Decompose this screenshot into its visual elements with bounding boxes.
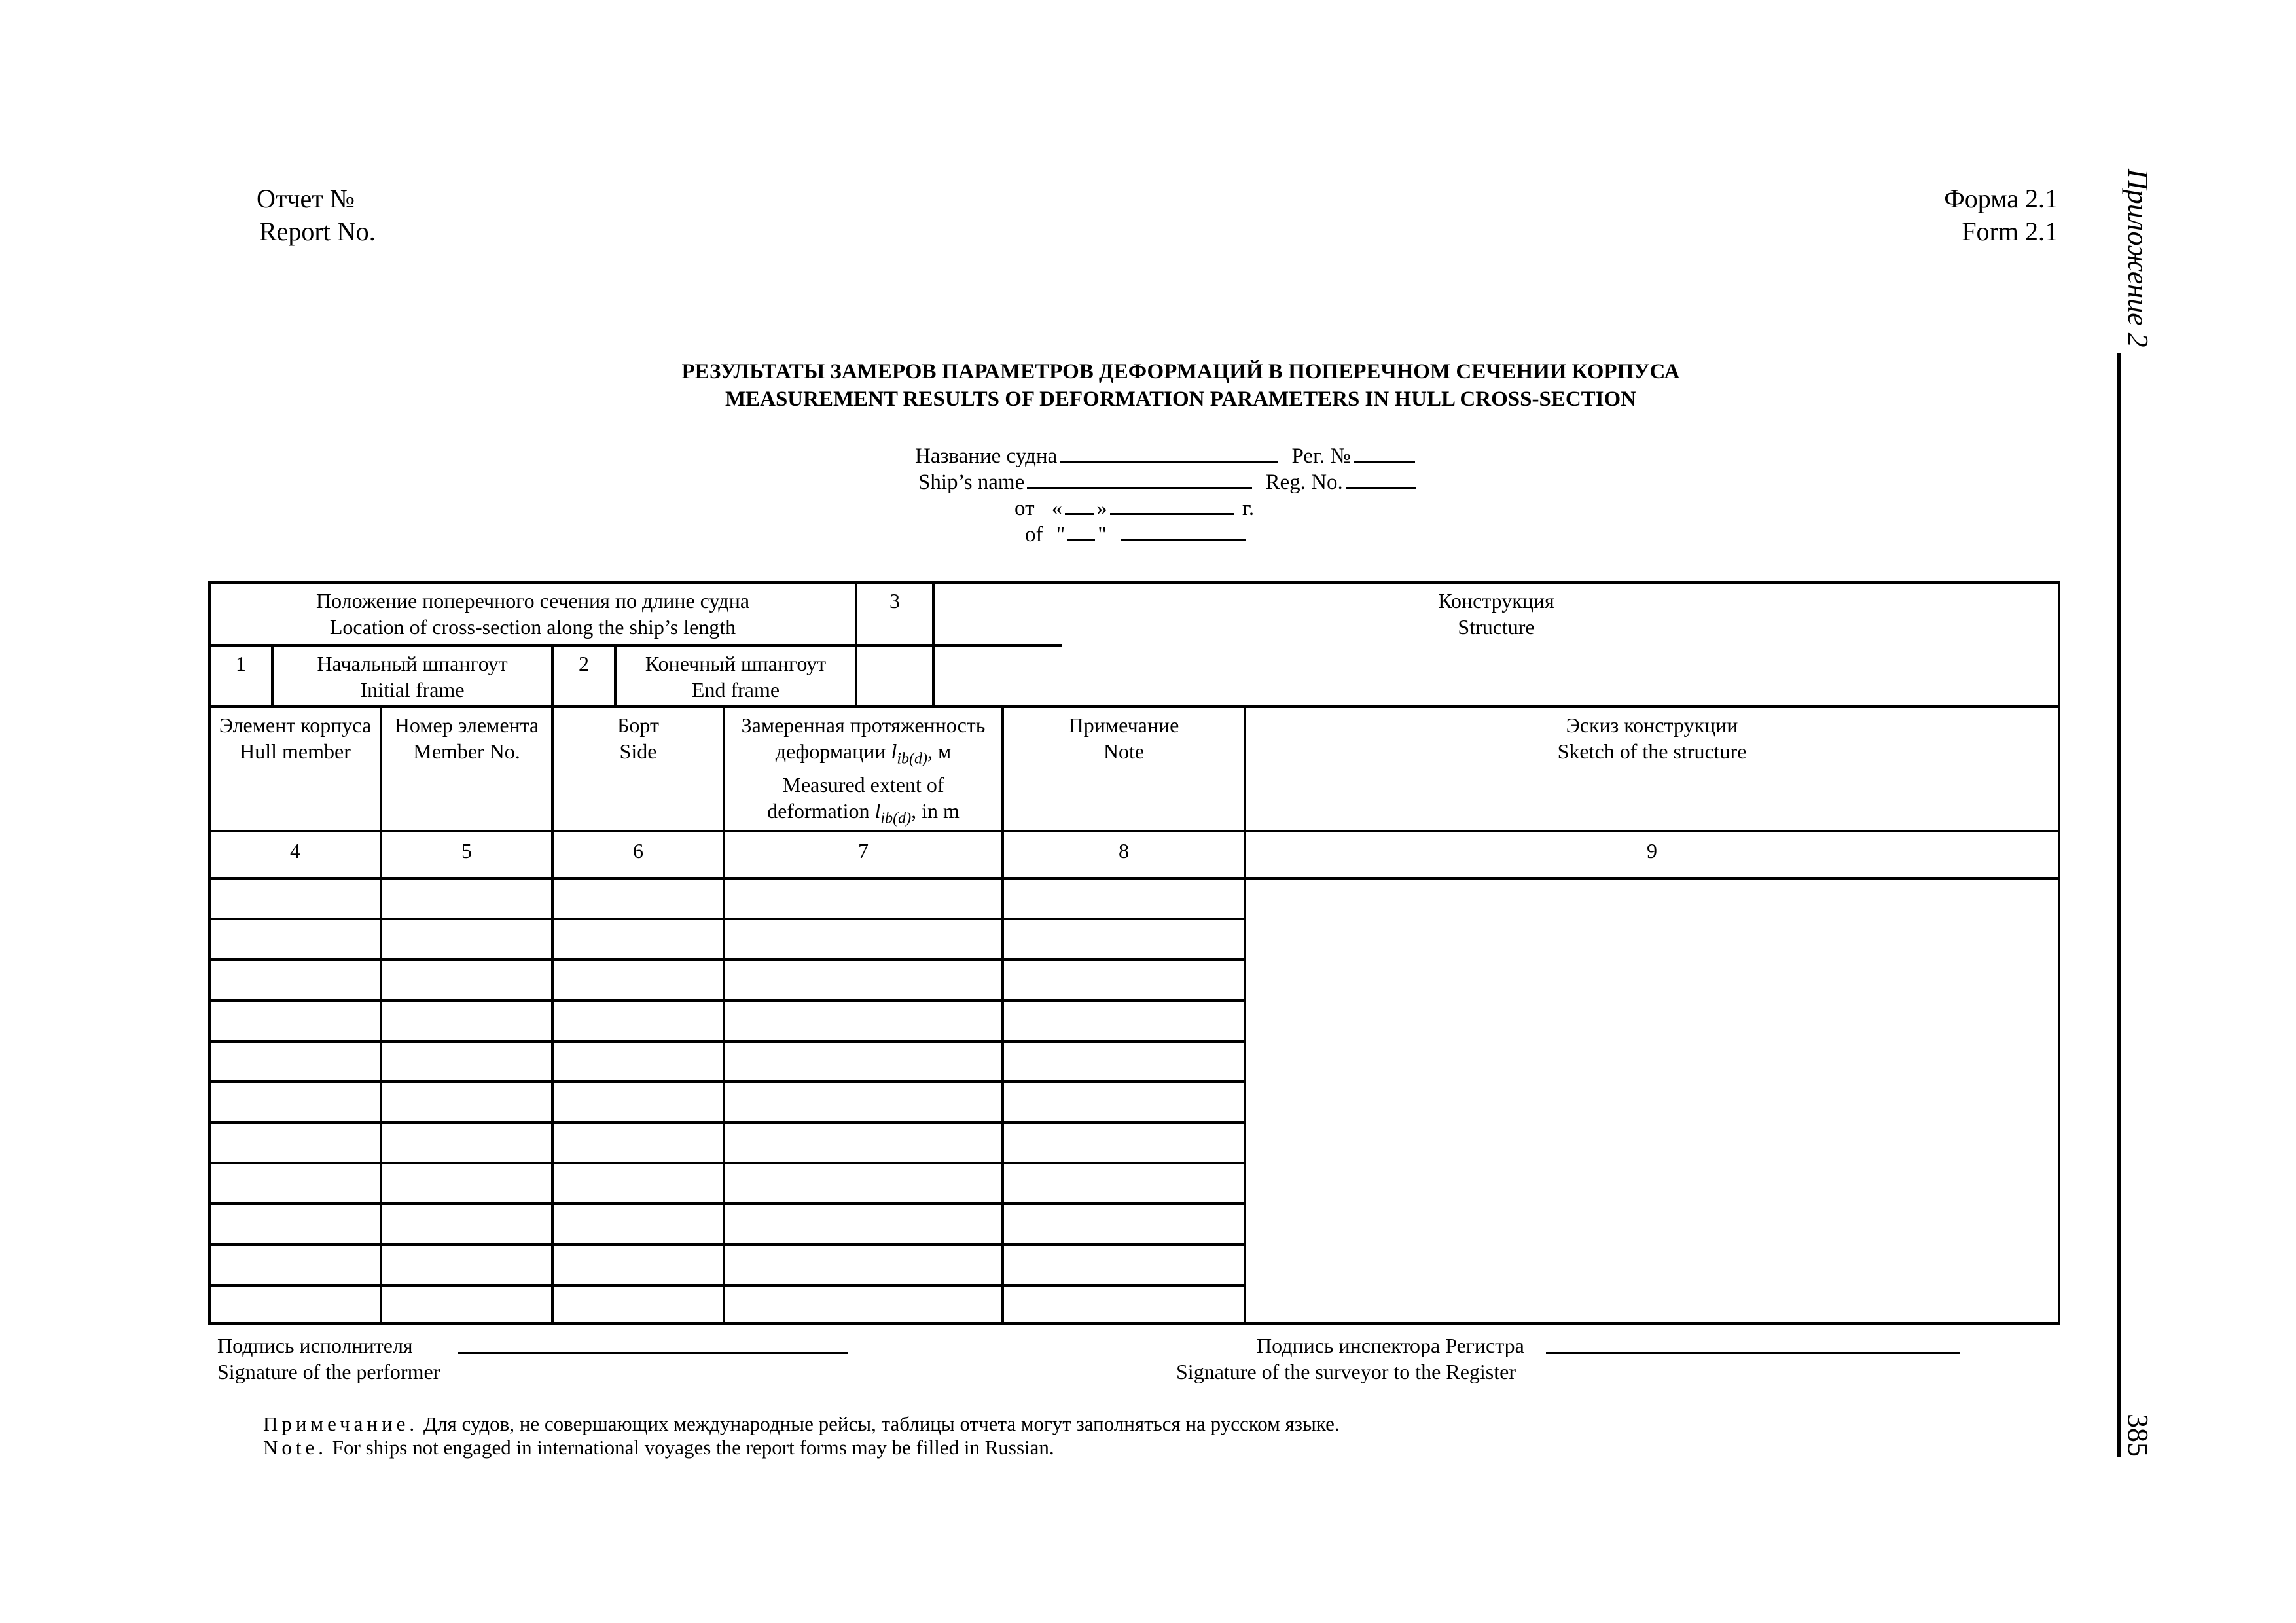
reg-field-ru[interactable] [1354, 442, 1415, 463]
table-cell[interactable] [554, 1246, 723, 1284]
appendix-title: Приложение 2 [2122, 169, 2154, 348]
ship-name-label-en: Ship’s name [918, 471, 1025, 494]
reg-field-en[interactable] [1346, 469, 1416, 489]
performer-signature-label-en: Signature of the performer [217, 1360, 440, 1383]
divider [551, 705, 554, 1325]
performer-signature-label-ru: Подпись исполнителя [217, 1334, 413, 1357]
table-cell[interactable] [382, 1002, 551, 1040]
table-cell[interactable] [382, 1043, 551, 1080]
column-number-6: 6 [633, 839, 643, 863]
column-header-en: Hull member [240, 740, 351, 763]
page-title-en: MEASUREMENT RESULTS OF DEFORMATION PARAMETERS IN HULL CROSS-SECTION [725, 387, 1637, 411]
column-number-4: 4 [290, 839, 300, 863]
deformation-subscript: ib(d) [880, 810, 912, 827]
column-header-en-word: deformation [767, 799, 870, 823]
table-cell[interactable] [211, 1164, 380, 1202]
column-header-member-no [382, 712, 551, 764]
date-year-label-ru: г. [1242, 497, 1255, 520]
column-header-side [554, 712, 723, 764]
table-cell[interactable] [1004, 1205, 1244, 1243]
table-cell[interactable] [554, 920, 723, 958]
initial-frame-ru: Начальный шпангоут [317, 652, 508, 675]
table-cell[interactable] [554, 1287, 723, 1325]
date-quote-open-ru: « [1051, 497, 1063, 520]
column-header-en: Member No. [413, 740, 520, 763]
table-cell[interactable] [725, 1164, 1001, 1202]
table-cell[interactable] [382, 1164, 551, 1202]
date-from-label-ru: от [1014, 497, 1035, 520]
surveyor-signature-label-ru: Подпись инспектора Регистра [1257, 1334, 1524, 1357]
column-header-ru-word: деформации [775, 740, 886, 763]
table-cell[interactable] [554, 880, 723, 918]
table-cell[interactable] [1004, 920, 1244, 958]
initial-frame-en: Initial frame [360, 678, 465, 702]
date-quote-close-ru: » [1096, 497, 1107, 520]
table-cell[interactable] [554, 1043, 723, 1080]
note-text-ru: Для судов, не совершающих международные рейсы, таблицы отчета могут заполняться на русском языке. [423, 1412, 1340, 1435]
table-cell[interactable] [382, 1205, 551, 1243]
column-header-en-unit: , in m [911, 799, 960, 823]
column-header-ru: Примечание [1068, 713, 1179, 737]
table-cell[interactable] [1004, 1083, 1244, 1121]
table-cell[interactable] [211, 1083, 380, 1121]
column-header-en: Note [1103, 740, 1145, 763]
divider [1001, 705, 1004, 1325]
table-cell[interactable] [211, 1043, 380, 1080]
location-header-ru: Положение поперечного сечения по длине судна [315, 589, 750, 613]
table-cell[interactable] [211, 1205, 380, 1243]
table-cell[interactable] [211, 961, 380, 999]
table-cell[interactable] [382, 1124, 551, 1162]
table-cell[interactable] [382, 1287, 551, 1325]
table-cell[interactable] [554, 1205, 723, 1243]
table-cell[interactable] [725, 920, 1001, 958]
column-header-en: Sketch of the structure [1557, 740, 1747, 763]
column-header-ru-unit: , м [927, 740, 952, 763]
divider [380, 705, 382, 1325]
column-header-ru-line2 [725, 738, 1001, 772]
note-label-ru: Примечание. [263, 1412, 419, 1435]
column-number-3: 3 [889, 589, 900, 613]
end-frame-ru: Конечный шпангоут [645, 652, 827, 675]
table-cell[interactable] [725, 880, 1001, 918]
deformation-symbol: l [891, 740, 897, 763]
end-frame-en: End frame [691, 678, 780, 702]
ship-name-field-en[interactable] [1027, 469, 1252, 489]
report-number-label-ru: Отчет № [257, 184, 355, 213]
sketch-area[interactable] [1246, 880, 2058, 1322]
date-month-field-en[interactable] [1121, 521, 1246, 541]
table-cell[interactable] [211, 880, 380, 918]
table-cell[interactable] [725, 1287, 1001, 1325]
structure-header [935, 588, 2058, 640]
column-header-ru: Борт [617, 713, 659, 737]
table-cell[interactable] [211, 1287, 380, 1325]
table-cell[interactable] [382, 880, 551, 918]
table-cell[interactable] [1004, 1002, 1244, 1040]
form-number-en: Form 2.1 [1962, 217, 2058, 246]
table-cell[interactable] [1004, 1124, 1244, 1162]
table-cell[interactable] [725, 1043, 1001, 1080]
date-month-field-ru[interactable] [1110, 495, 1234, 515]
date-quote-close-en: " [1098, 523, 1107, 546]
table-cell[interactable] [554, 1083, 723, 1121]
note-ru [263, 1412, 1340, 1436]
divider [208, 705, 2060, 708]
form-number-ru: Форма 2.1 [1944, 184, 2058, 213]
note-en [263, 1436, 1054, 1459]
table-cell[interactable] [211, 1246, 380, 1284]
column-number-8: 8 [1119, 839, 1129, 863]
table-cell[interactable] [211, 1002, 380, 1040]
date-of-label-en: of [1025, 523, 1043, 546]
table-cell[interactable] [725, 1124, 1001, 1162]
column-number-9: 9 [1647, 839, 1657, 863]
note-label-en: Note. [263, 1436, 328, 1459]
column-header-en-line2 [725, 798, 1001, 831]
ship-name-row-en [918, 469, 1419, 495]
table-cell[interactable] [382, 1083, 551, 1121]
table-cell[interactable] [1004, 961, 1244, 999]
ship-name-row-ru [915, 442, 1418, 469]
initial-frame-header [274, 651, 551, 703]
surveyor-signature-label-en: Signature of the surveyor to the Register [1176, 1360, 1516, 1383]
table-cell[interactable] [725, 1246, 1001, 1284]
table-cell[interactable] [1004, 1043, 1244, 1080]
table-cell[interactable] [554, 1124, 723, 1162]
reg-label-ru: Рег. № [1291, 444, 1351, 468]
report-number-label-en: Report No. [259, 217, 376, 246]
column-header-note [1004, 712, 1244, 764]
table-cell[interactable] [725, 961, 1001, 999]
deformation-symbol: l [874, 799, 881, 823]
location-header [211, 588, 855, 640]
table-cell[interactable] [382, 1246, 551, 1284]
surveyor-signature-line[interactable] [1546, 1352, 1960, 1354]
structure-header-ru: Конструкция [1438, 589, 1554, 613]
date-row-en [1025, 521, 1248, 548]
margin-rule [2117, 353, 2121, 1457]
deformation-subscript: ib(d) [897, 750, 928, 768]
table-cell[interactable] [554, 961, 723, 999]
date-row-ru [1014, 495, 1254, 522]
divider [208, 830, 2060, 832]
table-cell[interactable] [382, 961, 551, 999]
column-header-ru-line1: Замеренная протяженность [741, 713, 986, 737]
table-cell[interactable] [382, 920, 551, 958]
table-cell[interactable] [1004, 1164, 1244, 1202]
column-header-hull-member [211, 712, 380, 764]
column-header-en: Side [619, 740, 657, 763]
date-day-field-en[interactable] [1067, 521, 1095, 541]
ship-name-field-ru[interactable] [1060, 442, 1278, 463]
ship-name-label-ru: Название судна [915, 444, 1058, 468]
column-number-5: 5 [461, 839, 472, 863]
table-cell[interactable] [1004, 1287, 1244, 1325]
column-header-ru: Элемент корпуса [219, 713, 372, 737]
page-title-ru: РЕЗУЛЬТАТЫ ЗАМЕРОВ ПАРАМЕТРОВ ДЕФОРМАЦИЙ В ПОПЕРЕЧНОМ СЕЧЕНИИ КОРПУСА [681, 360, 1680, 383]
date-day-field-ru[interactable] [1065, 495, 1094, 515]
table-cell[interactable] [1004, 1246, 1244, 1284]
table-cell[interactable] [554, 1002, 723, 1040]
table-cell[interactable] [554, 1164, 723, 1202]
reg-label-en: Reg. No. [1265, 471, 1343, 494]
column-header-measured-extent [725, 712, 1001, 832]
end-frame-header [617, 651, 855, 703]
column-number-7: 7 [858, 839, 869, 863]
column-header-ru: Номер элемента [394, 713, 539, 737]
note-text-en: For ships not engaged in international voyages the report forms may be filled in Russian. [332, 1436, 1054, 1459]
table-cell[interactable] [725, 1083, 1001, 1121]
performer-signature-line[interactable] [458, 1352, 848, 1354]
date-quote-open-en: " [1056, 523, 1066, 546]
page-number: 385 [2122, 1414, 2154, 1457]
column-header-en-line1: Measured extent of [782, 773, 944, 797]
table-cell[interactable] [725, 1002, 1001, 1040]
column-header-ru: Эскиз конструкции [1566, 713, 1738, 737]
location-header-en: Location of cross-section along the ship’s length [329, 615, 736, 639]
structure-header-en: Structure [1458, 615, 1535, 639]
column-number-1: 1 [236, 652, 246, 675]
table-cell[interactable] [211, 920, 380, 958]
table-cell[interactable] [211, 1124, 380, 1162]
column-header-sketch [1246, 712, 2058, 764]
table-cell[interactable] [725, 1205, 1001, 1243]
table-cell[interactable] [1004, 880, 1244, 918]
column-number-2: 2 [579, 652, 589, 675]
